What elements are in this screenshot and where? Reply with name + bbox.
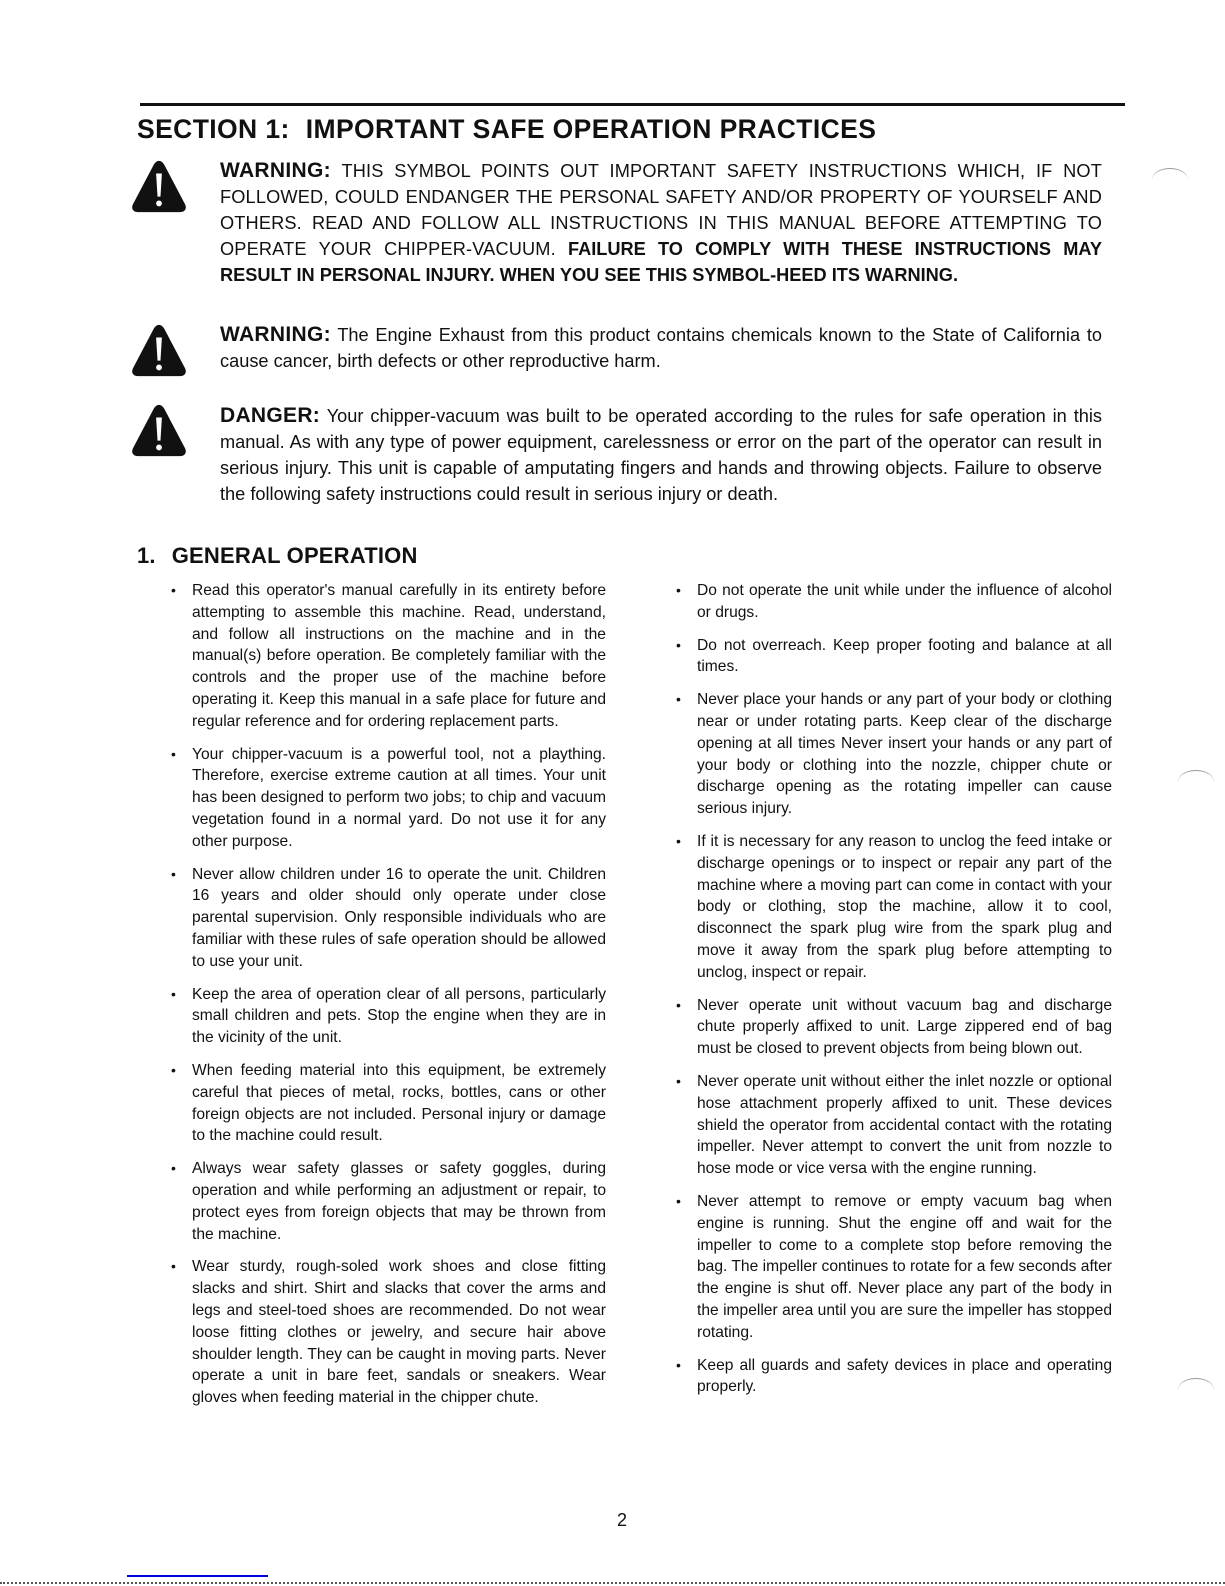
notice-danger xyxy=(220,403,1102,507)
page-number: 2 xyxy=(617,1510,628,1530)
notice-label: WARNING: xyxy=(220,323,331,346)
list-item xyxy=(171,864,606,973)
list-item-text: Never operate unit without either the inlet nozzle or optional hose attachment properly affixed to unit. These devices shield the operator from accidental contact with the rotating impeller. Never attempt to convert the unit from nozzle to hose mode or vice versa with the engine running. xyxy=(697,1072,1112,1178)
link-underline xyxy=(127,1575,268,1577)
warning-triangle-icon xyxy=(130,322,188,380)
list-item xyxy=(171,580,606,733)
list-item xyxy=(676,689,1112,820)
list-item-text: Read this operator's manual carefully in its entirety before attempting to assemble this machine. Read, understand, and follow all instructions on the machine and in the manual(s) before operation. Be completely familiar with the controls and the proper use of the machine before operating it. Keep this manual in a safe place for future and regular reference and for ordering replacement parts. xyxy=(192,582,606,730)
list-item xyxy=(676,1191,1112,1344)
scan-artifact-arc xyxy=(1152,168,1188,191)
list-item-text: Do not operate the unit while under the influence of alcohol or drugs. xyxy=(697,582,1112,621)
list-item-text: Never place your hands or any part of your body or clothing near or under rotating parts. Keep clear of the discharge opening at all times Never insert your hands or any part of your body or clothing into the nozzle, chipper chute or discharge opening as the rotating impeller can cause serious injury. xyxy=(697,691,1112,818)
list-item-text: Never attempt to remove or empty vacuum bag when engine is running. Shut the engine off and wait for the impeller to come to a complete stop before removing the bag. The impeller continues to rotate for a few seconds after the engine is shut off. Never place any part of the body in the impeller area until you are sure the impeller has stopped rotating. xyxy=(697,1192,1112,1341)
list-item xyxy=(171,1060,606,1147)
bullet-icon: • xyxy=(676,996,681,1013)
list-item-text: Keep the area of operation clear of all persons, particularly small children and pets. Stop the engine when they are in the vicinity of the unit. xyxy=(192,985,606,1047)
list-item-text: When feeding material into this equipment, be extremely careful that pieces of metal, rocks, bottles, cans or other foreign objects are not included. Personal injury or damage to the machine could result. xyxy=(192,1061,606,1145)
bullet-icon: • xyxy=(171,985,176,1002)
list-item-text: If it is necessary for any reason to unclog the feed intake or discharge openings or to inspect or repair any part of the machine where a moving part can come in contact with your body or clothing, stop the machine, allow it to cool, disconnect the spark plug wire from the spark plug and move it away from the spark plug before attempting to unclog, inspect or repair. xyxy=(697,832,1112,981)
notice-text: THIS SYMBOL POINTS OUT IMPORTANT SAFETY INSTRUCTIONS WHICH, IF NOT FOLLOWED, COULD ENDANGER THE PERSONAL SAFETY AND/OR PROPERTY OF YOURSELF AND OTHERS. READ AND FOLLOW ALL INSTRUCTIONS IN THIS MANUAL BEFORE ATTEMPTING TO OPERATE YOUR CHIPPER-VACUUM. xyxy=(220,161,1102,259)
list-item xyxy=(676,1355,1112,1399)
scan-artifact-arc xyxy=(1178,1378,1214,1401)
list-item-text: Do not overreach. Keep proper footing and balance at all times. xyxy=(697,636,1112,676)
warning-triangle-icon xyxy=(130,158,188,216)
notice-text: Your chipper-vacuum was built to be operated according to the rules for safe operation in this manual. As with any type of power equipment, carelessness or error on the part of the operator can result in serious injury. This unit is capable of amputating fingers and hands and throwing objects. Failure to observe the following safety instructions could result in serious injury or death. xyxy=(220,406,1102,504)
bullet-icon: • xyxy=(171,582,176,598)
list-item xyxy=(676,831,1112,984)
list-item xyxy=(171,984,606,1049)
subsection-title: GENERAL OPERATION xyxy=(171,543,418,568)
scan-artifact-arc xyxy=(1178,770,1214,793)
list-item xyxy=(171,1158,606,1245)
notice-warning-california xyxy=(220,322,1102,374)
bullet-icon: • xyxy=(676,582,681,598)
notice-bold-text: FAILURE TO COMPLY WITH THESE INSTRUCTIONS MAY RESULT IN PERSONAL INJURY. WHEN YOU SEE THIS SYMBOL-HEED ITS WARNING. xyxy=(220,239,1102,285)
danger-triangle-icon xyxy=(130,402,188,460)
bullet-icon: • xyxy=(676,1356,681,1373)
bullet-icon: • xyxy=(676,1192,681,1209)
bullet-list-left xyxy=(171,580,606,1409)
bullet-icon: • xyxy=(171,1258,176,1275)
bullet-icon: • xyxy=(676,636,681,653)
bullet-icon: • xyxy=(676,1072,681,1089)
list-item xyxy=(676,995,1112,1060)
notice-text: The Engine Exhaust from this product contains chemicals known to the State of California to cause cancer, birth defects or other reproductive harm. xyxy=(220,325,1102,371)
list-item-text: Never operate unit without vacuum bag and discharge chute properly affixed to unit. Large zippered end of bag must be closed to prevent objects from being blown out. xyxy=(697,996,1112,1058)
bullet-icon: • xyxy=(676,691,681,708)
right-column xyxy=(676,580,1112,1409)
bullet-icon: • xyxy=(171,865,176,882)
bullet-icon: • xyxy=(171,745,176,762)
bullet-icon: • xyxy=(171,1160,176,1177)
list-item-text: Your chipper-vacuum is a powerful tool, not a plaything. Therefore, exercise extreme caution at all times. Your unit has been designed to perform two jobs; to chip and vacuum vegetation found in a normal yard. Do not use it for any other purpose. xyxy=(192,745,606,850)
notice-label: WARNING: xyxy=(220,159,331,182)
list-item-text: Never allow children under 16 to operate the unit. Children 16 years and older should only operate under close parental supervision. Only responsible individuals who are familiar with these rules of safe operation should be allowed to use your unit. xyxy=(192,865,606,970)
section-heading: IMPORTANT SAFE OPERATION PRACTICES xyxy=(305,114,877,144)
notice-label: DANGER: xyxy=(220,404,321,427)
subsection-number: 1. xyxy=(137,543,156,568)
list-item-text: Keep all guards and safety devices in place and operating properly. xyxy=(697,1356,1112,1396)
bullet-icon: • xyxy=(676,832,681,849)
list-item xyxy=(676,635,1112,679)
list-item xyxy=(171,1256,606,1409)
section-title xyxy=(137,114,876,145)
page-bottom-edge xyxy=(0,1582,1225,1586)
section-top-rule xyxy=(140,103,1125,106)
list-item xyxy=(676,1071,1112,1180)
notice-warning-safety-symbol xyxy=(220,158,1102,288)
list-item xyxy=(676,580,1112,624)
left-column xyxy=(171,580,606,1420)
list-item-text: Wear sturdy, rough-soled work shoes and close fitting slacks and shirt. Shirt and slacks that cover the arms and legs and steel-toed shoes are recommended. Do not wear loose fitting clothes or jewelry, and secure hair above shoulder length. They can be caught in moving parts. Never operate a unit in bare feet, sandals or sneakers. Wear gloves when feeding material in the chipper chute. xyxy=(192,1258,606,1407)
bullet-list-right xyxy=(676,580,1112,1398)
list-item-text: Always wear safety glasses or safety goggles, during operation and while performing an adjustment or repair, to protect eyes from foreign objects that may be thrown from the machine. xyxy=(192,1160,606,1243)
bullet-icon: • xyxy=(171,1061,176,1078)
list-item xyxy=(171,744,606,853)
section-number: SECTION 1: xyxy=(137,114,290,144)
general-operation-heading xyxy=(137,543,418,569)
